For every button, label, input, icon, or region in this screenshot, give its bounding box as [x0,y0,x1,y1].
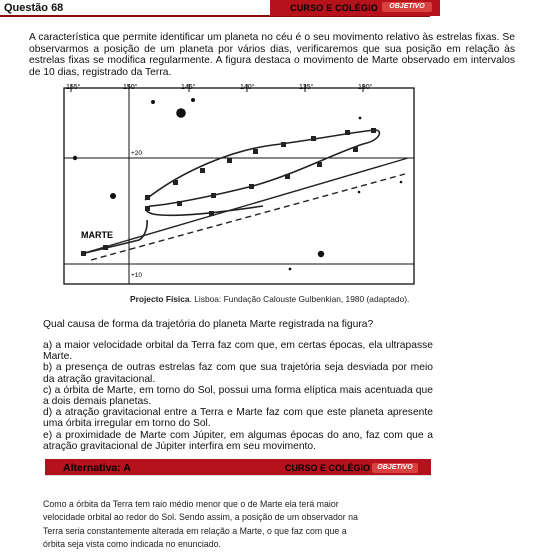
question-stem: A característica que permite identificar um planeta no céu é o seu movimento relativo às estrelas fixas. Se observarmos a posição de um planeta por vários dias, verificaremos que sua posição em relação às estrelas fixas se modifica regularmente. A figura destaca o movimento de Marte observado em intervalos de 10 dias, registrado da Terra. [29,32,515,78]
alternative-e: e) a proximidade de Marte com Júpiter, em algumas épocas do ano, faz com que a atração gravitacional de Júpiter interfira em seu movimento. [43,429,433,452]
mars-position [281,142,286,147]
parallel-label-20: +20 [131,150,143,157]
alternative-a: a) a maior velocidade orbital da Terra faz com que, em certas épocas, ela ultrapasse Marte. [43,340,433,363]
star [400,181,403,184]
mars-position [177,201,182,206]
figure-caption [130,294,409,304]
star [176,108,186,118]
explanation-line: Como a órbita da Terra tem raio médio menor que o de Marte ela terá maior [43,499,339,509]
alternative-d: d) a atração gravitacional entre a Terra e Marte faz com que este planeta apresente uma órbita irregular em torno do Sol. [43,407,433,430]
mars-trajectory-svg [63,80,416,298]
explanation-line: velocidade orbital ao redor do Sol. Sendo assim, a posição de um observador na [43,512,358,523]
mars-label: MARTE [81,230,113,240]
explanation-line: órbita seja vista como indicada no enunciado. [43,538,222,549]
mars-position [253,149,258,154]
mars-position [81,251,86,256]
mars-position [103,245,108,250]
header-school-label: CURSO E COLÉGIO [290,3,379,13]
alternative-c: c) a órbita de Marte, em torno do Sol, possui uma forma elíptica mais acentuada que a dois demais planetas. [43,384,433,408]
mars-position [145,195,150,200]
caption-title: Projecto Física [130,294,190,304]
mars-position [211,193,216,198]
mars-position [173,180,178,185]
alternatives-list [43,340,433,452]
answer-rule [45,475,431,476]
star [151,100,155,104]
question-prompt: Qual causa de forma da trajetória do planeta Marte registrada na figura? [43,319,374,330]
lon-label-150: 150° [123,84,138,91]
mars-position [200,168,205,173]
explanation-line: Terra seria constantemente alterada em relação a Marte, o que faz com que a [43,525,347,536]
mars-position [249,184,254,189]
parallel-label-10: +10 [131,272,143,279]
mars-position [317,162,322,167]
lon-label-140: 140° [240,84,255,91]
answer-label: Alternativa: A [63,462,131,474]
lon-label-145: 145° [181,84,196,91]
star [358,191,361,194]
star [359,117,362,120]
mars-position [371,128,376,133]
mars-position [311,136,316,141]
mars-position [285,174,290,179]
mars-position [345,130,350,135]
star [191,98,195,102]
mars-position [209,211,214,216]
answer-brand-logo: OBJETIVO [372,463,418,473]
mars-trajectory-figure [63,80,416,298]
brand-logo: OBJETIVO [382,2,432,12]
star [289,268,292,271]
caption-rest: . Lisboa: Fundação Calouste Gulbenkian, 1980 (adaptado). [189,294,410,304]
question-number: Questão 68 [4,2,64,14]
star [73,156,77,160]
star [318,251,324,257]
star [110,193,116,199]
mars-position [353,147,358,152]
lon-label-130: 130° [358,84,373,91]
answer-explanation [43,498,403,551]
answer-school-label: CURSO E COLÉGIO [285,463,371,473]
mars-position [145,206,150,211]
lon-label-155: 155° [66,84,81,91]
mars-position [227,158,232,163]
lon-label-135: 135° [299,84,314,91]
alternative-b: b) a presença de outras estrelas faz com que sua trajetória seja desviada por meio da atração gravitacional. [43,362,433,385]
